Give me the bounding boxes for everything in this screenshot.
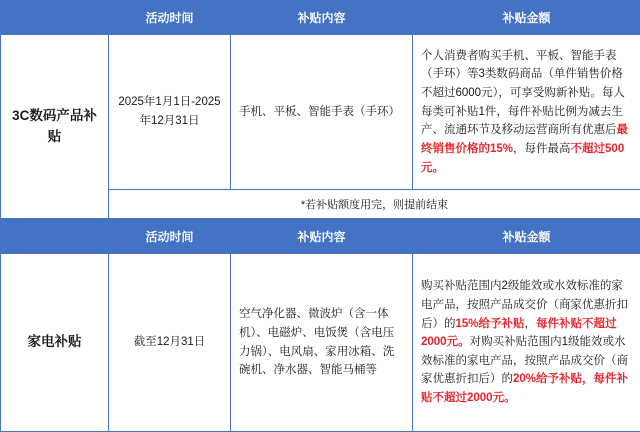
header-cell-amount-digital: 补贴金额 [413,1,640,35]
table-header-row-digital [1,1,640,35]
header-cell-amount-appliance: 补贴金额 [413,220,640,254]
table-row-appliance [1,254,640,432]
header-cell-category-digital [1,1,109,35]
amount-value-digital: 个人消费者购买手机、平板、智能手表（手环）等3类数码商品（单件销售价格不超过6000元），可享受购新补贴。每人每类可补贴1件，每件补贴比例为减去生产、流通环节及移动运营商所有优惠后最终销售价格的15%，每件最高不超过500元。 [413,35,640,190]
table-row-digital [1,35,640,190]
content-value-appliance: 空气净化器、微波炉（含一体机）、电磁炉、电饭煲（含电压力锅）、电风扇、家用冰箱、洗碗机、净水器、智能马桶等 [231,254,413,432]
header-cell-content-appliance: 补贴内容 [231,220,413,254]
table-header-row-appliance [1,220,640,254]
category-label-appliance: 家电补贴 [1,254,109,432]
content-value-digital: 手机、平板、智能手表（手环） [231,35,413,190]
time-value-appliance: 截至12月31日 [109,254,231,432]
header-cell-content-digital: 补贴内容 [231,1,413,35]
subsidy-table-appliance [0,219,640,432]
amount-value-appliance: 购买补贴范围内2级能效或水效标准的家电产品，按照产品成交价（商家优惠折扣后）的15%给予补贴，每件补贴不超过2000元。对购买补贴范围内1级能效或水效标准的家电产品，按照产品成交价（商家优惠折扣后）的20%给予补贴，每件补贴不超过2000元。 [413,254,640,432]
category-label-digital: 3C数码产品补贴 [1,35,109,219]
note-digital: *若补贴额度用完，则提前结束 [109,190,640,219]
header-cell-category-appliance [1,220,109,254]
header-cell-time-digital: 活动时间 [109,1,231,35]
header-cell-time-appliance: 活动时间 [109,220,231,254]
time-value-digital: 2025年1月1日-2025年12月31日 [109,35,231,190]
